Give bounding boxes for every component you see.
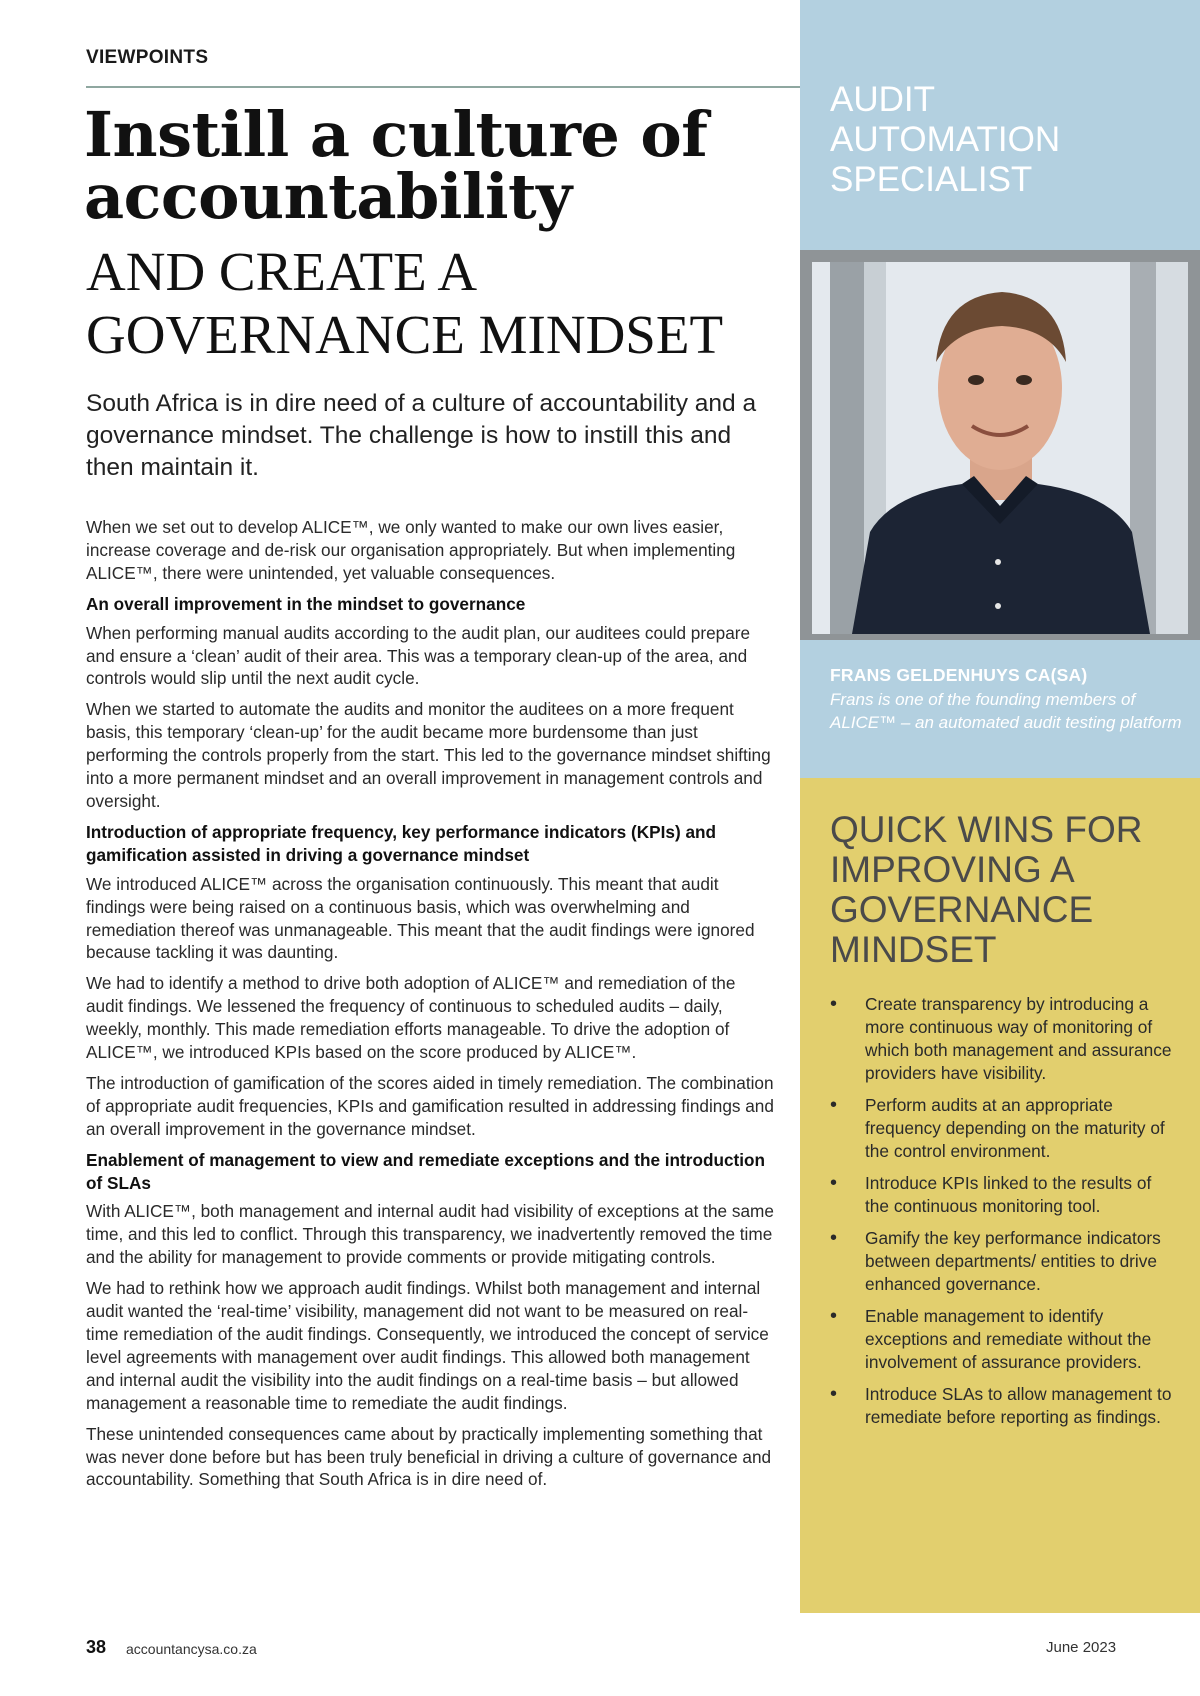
sidebar-title: AUDIT AUTOMATION SPECIALIST: [830, 80, 1061, 199]
section-heading: An overall improvement in the mindset to governance: [86, 593, 526, 614]
list-item: [830, 1172, 1180, 1218]
list-item: [830, 1227, 1180, 1296]
section-heading: Introduction of appropriate frequency, key performance indicators (KPIs) and gamification assisted in driving a governance mindset: [86, 821, 716, 865]
body-paragraph: We had to identify a method to drive both adoption of ALICE™ and remediation of the audit findings. We lessened the frequency of continuous to scheduled audits – daily, weekly, monthly. This made remediation efforts manageable. To drive the adoption of ALICE™, we introduced KPIs based on the score produced by ALICE™.: [86, 973, 736, 1063]
site-link[interactable]: accountancysa.co.za: [126, 1641, 257, 1657]
body-paragraph: These unintended consequences came about by practically implementing something that was never done before but has been truly beneficial in driving a culture of governance and accountability. Something that South Africa is in dire need of.: [86, 1423, 772, 1490]
article-body: [86, 516, 776, 1499]
body-paragraph: When performing manual audits according to the audit plan, our auditees could prepare and ensure a ‘clean’ audit of their area. This was a temporary clean-up of the area, and controls would slip until the next audit cycle.: [86, 622, 751, 689]
list-item-text: Gamify the key performance indicators between departments/ entities to drive enhanced governance.: [865, 1228, 1161, 1294]
body-paragraph: When we set out to develop ALICE™, we only wanted to make our own lives easier, increase coverage and de-risk our organisation appropriately. But when implementing ALICE™, there were unintended, yet valuable consequences.: [86, 517, 736, 583]
page-number: 38: [86, 1637, 107, 1657]
list-item-text: Introduce SLAs to allow management to remediate before reporting as findings.: [865, 1384, 1172, 1427]
headline: Instill a culture of accountability: [84, 98, 708, 233]
bullet-icon: •: [830, 993, 838, 1015]
issue-date: June 2023: [1046, 1639, 1117, 1656]
body-paragraph: We introduced ALICE™ across the organisation continuously. This meant that audit findings were being raised on a continuous basis, which was overwhelming and remediation thereof was unmanageable. This meant that the audit findings were ignored because tackling it was daunting.: [86, 873, 755, 963]
quick-wins-list: [830, 993, 1180, 1438]
list-item-text: Perform audits at an appropriate frequency depending on the maturity of the control environment.: [865, 1095, 1165, 1161]
author-portrait: [812, 262, 1188, 634]
body-paragraph: The introduction of gamification of the scores aided in timely remediation. The combination of appropriate audit frequencies, KPIs and gamification resulted in addressing findings and an overall improvement in the governance mindset.: [86, 1072, 774, 1139]
bullet-icon: •: [830, 1383, 838, 1405]
body-paragraph: We had to rethink how we approach audit findings. Whilst both management and internal audit wanted the ‘real-time’ visibility, management did not want to be measured on real-time remediation of the audit findings. Consequently, we introduced the concept of service level agreements with management over audit findings. This allowed both management and internal audit the visibility into the audit findings on a real-time basis – but allowed management a reasonable time to remediate the audit findings.: [86, 1278, 769, 1413]
section-heading: Enablement of management to view and remediate exceptions and the introduction of SLAs: [86, 1149, 766, 1193]
bullet-icon: •: [830, 1227, 838, 1249]
list-item: [830, 1383, 1180, 1429]
body-paragraph: With ALICE™, both management and internal audit had visibility of exceptions at the same time, and this led to conflict. Through this transparency, we inadvertently removed the time and the ability for management to provide comments or provide mitigating controls.: [86, 1201, 774, 1268]
bullet-icon: •: [830, 1094, 838, 1116]
author-name: FRANS GELDENHUYS CA(SA): [830, 665, 1088, 685]
intro-paragraph: South Africa is in dire need of a culture of accountability and a governance mindset. The challenge is how to instill this and then maintain it.: [86, 390, 757, 481]
list-item-text: Create transparency by introducing a more continuous way of monitoring of which both management and assurance providers have visibility.: [865, 994, 1172, 1083]
quick-wins-title: QUICK WINS FOR IMPROVING A GOVERNANCE MINDSET: [830, 809, 1143, 970]
section-label: VIEWPOINTS: [86, 47, 209, 68]
author-photo: [812, 262, 1188, 634]
body-paragraph: When we started to automate the audits and monitor the auditees on a more frequent basis, this temporary ‘clean-up’ for the audit became more burdensome than just performing the controls properly from the start. This led to the governance mindset shifting into a more permanent mindset and an overall improvement in management controls and oversight.: [86, 699, 771, 811]
list-item: [830, 993, 1180, 1085]
list-item-text: Introduce KPIs linked to the results of the continuous monitoring tool.: [865, 1173, 1152, 1216]
subheadline: AND CREATE A GOVERNANCE MINDSET: [86, 241, 724, 365]
bullet-icon: •: [830, 1172, 838, 1194]
list-item-text: Enable management to identify exceptions and remediate without the involvement of assurance providers.: [865, 1306, 1152, 1372]
author-bio: Frans is one of the founding members of ALICE™ – an automated audit testing platform: [830, 690, 1182, 732]
list-item: [830, 1305, 1180, 1374]
list-item: [830, 1094, 1180, 1163]
bullet-icon: •: [830, 1305, 838, 1327]
header-rule: [86, 86, 800, 88]
